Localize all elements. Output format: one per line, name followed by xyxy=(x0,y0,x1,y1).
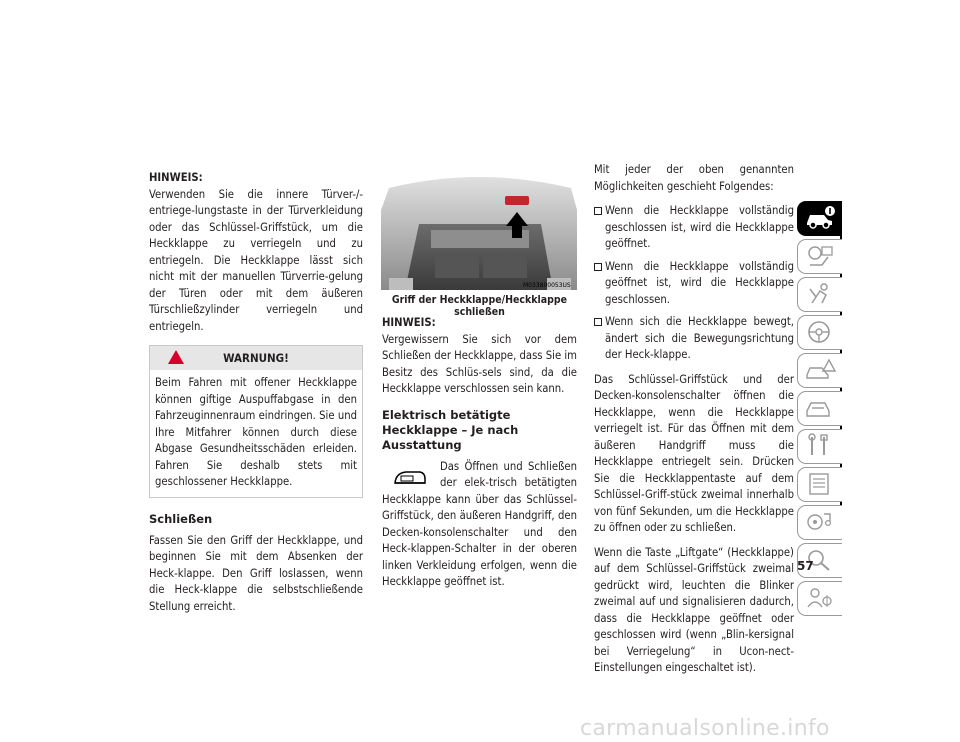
tab-steering[interactable] xyxy=(797,315,842,350)
tools-icon xyxy=(804,433,836,459)
tab-airbag[interactable] xyxy=(797,277,842,312)
right-column xyxy=(594,162,794,685)
tab-maintenance[interactable] xyxy=(797,467,842,502)
warning-title: WARNUNG! xyxy=(223,351,289,365)
paragraph-key-fob: Das Schlüssel-Griffstück und der Decken-konsolenschalter öffnen die Heckklappe, wenn die Heckklappe verriegelt ist. Für das Öffnen mit dem äußeren Handgriff muss die Heckklappe entriegelt sein. Drücken Sie die Heckklappentaste auf dem Schlüssel-Griff-stück zweimal innerhalb von fünf Sekunden, um die Heckklappe zu öffnen oder zu schließen. xyxy=(594,372,794,534)
bullet-text: Wenn die Heckklappe vollständig geschlossen ist, wird die Heckklappe geöffnet. xyxy=(605,204,794,250)
section-title-schliessen: Schließen xyxy=(149,511,213,526)
watermark-text: carmanualsonline.info xyxy=(580,716,830,741)
hinweis-text-2: Vergewissern Sie sich vor dem Schließen der Heckklappe, dass Sie im Besitz des Schlüs-sels sind, da die Heckklappe verschlossen sein kann. xyxy=(382,332,577,395)
safety-airbag-icon xyxy=(804,243,836,269)
list-item xyxy=(594,259,794,309)
checkbox-square-icon xyxy=(594,318,602,326)
customer-assistance-icon xyxy=(804,585,836,611)
chapter-tabs xyxy=(797,201,843,619)
bullet-text: Wenn die Heckklappe vollständig geöffnet ist, wird die Heckklappe geschlossen. xyxy=(605,259,794,306)
bullet-text: Wenn sich die Heckklappe bewegt, ändert sich die Bewegungsrichtung der Heck-klappe. xyxy=(605,315,794,361)
tab-warning-lights[interactable] xyxy=(797,353,842,388)
hinweis-note xyxy=(149,170,363,335)
liftgate-key-fob-icon xyxy=(392,467,428,489)
middle-column xyxy=(382,315,577,599)
page-number: 57 xyxy=(797,559,814,573)
checkbox-square-icon xyxy=(594,207,602,215)
tab-safety[interactable] xyxy=(797,239,842,274)
airbag-seat-icon xyxy=(804,281,836,307)
tab-car-info[interactable] xyxy=(797,201,842,236)
warning-triangle-icon xyxy=(168,350,184,364)
figure-code: M033800053US xyxy=(523,282,571,289)
warning-header xyxy=(150,346,362,370)
hinweis-text: Verwenden Sie die innere Türver-/-entriege-lungstaste in der Türverkleidung oder das Schlüssel-Griffstück, um die Heckklappe zu verriegeln und zu entriegeln. Die Heckklappe lässt sich nicht mit der manuellen Türverrie-gelung der Türen oder mit dem äußeren Türschließzylinder verriegeln und entriegeln. xyxy=(149,187,363,333)
section-heading-power-liftgate: Elektrisch betätigte Heckklappe – Je nach Ausstattung xyxy=(382,407,519,452)
intro-text: Mit jeder der oben genannten Möglichkeiten geschieht Folgendes: xyxy=(594,163,794,193)
power-liftgate-text: Das Öffnen und Schließen der elek-trisch betätigten Heckklappe kann über das Schlüssel-Griffstück, den äußeren Handgriff, den Decken-konsolenschalter und den Heck-klappen-Schalter in der oberen linken Verkleidung erfolgen, wenn die Heckklappe geöffnet ist. xyxy=(382,459,577,588)
car-service-icon xyxy=(804,395,836,421)
bullet-list xyxy=(594,203,794,364)
steering-wheel-icon xyxy=(804,319,836,345)
warning-text: Beim Fahren mit offener Heckklappe können giftige Auspuffabgase in den Fahrzeuginnenraum eindringen. Sie und Ihre Mitfahrer können durch diese Abgase Gesundheitsschäden erleiden. Fahren Sie deshalb stets mit geschlossener Heckklappe. xyxy=(155,376,357,488)
checkbox-square-icon xyxy=(594,263,602,271)
tab-customer-assistance[interactable] xyxy=(797,581,842,616)
list-item xyxy=(594,203,794,253)
hinweis-title: HINWEIS: xyxy=(149,171,203,184)
hinweis-title-2: HINWEIS: xyxy=(382,316,436,329)
list-item xyxy=(594,314,794,364)
hinweis-note-2 xyxy=(382,315,577,398)
tab-tools[interactable] xyxy=(797,429,842,464)
liftgate-photo xyxy=(381,164,578,290)
left-column xyxy=(149,170,363,623)
figure-caption: Griff der Heckklappe/Heckklappe schließen xyxy=(391,294,568,318)
section-text-schliessen: Fassen Sie den Griff der Heckklappe, und beginnen Sie mit dem Absenken der Heck-klappe. Den Griff loslassen, wenn die Heck-klappe die selbstschließende Stellung erreicht. xyxy=(149,533,363,613)
paragraph-liftgate-button: Wenn die Taste „Liftgate“ (Heckklappe) auf dem Schlüssel-Griffstück zweimal gedrückt wird, leuchten die Blinker zweimal auf und signalisieren dadurch, dass die Heckklappe geöffnet oder geschlossen wird (wenn „Blin-kersignal bei Verriegelung“ in Ucon-nect-Einstellungen eingeschaltet ist). xyxy=(594,545,794,674)
multimedia-icon xyxy=(804,509,836,535)
tab-car-service[interactable] xyxy=(797,391,842,426)
tab-multimedia[interactable] xyxy=(797,505,842,540)
liftgate-illustration xyxy=(381,164,578,290)
warning-lights-icon xyxy=(804,357,836,383)
car-info-icon xyxy=(804,205,836,231)
power-liftgate-paragraph xyxy=(382,459,577,591)
maintenance-list-icon xyxy=(804,471,836,497)
warning-box xyxy=(149,345,363,498)
